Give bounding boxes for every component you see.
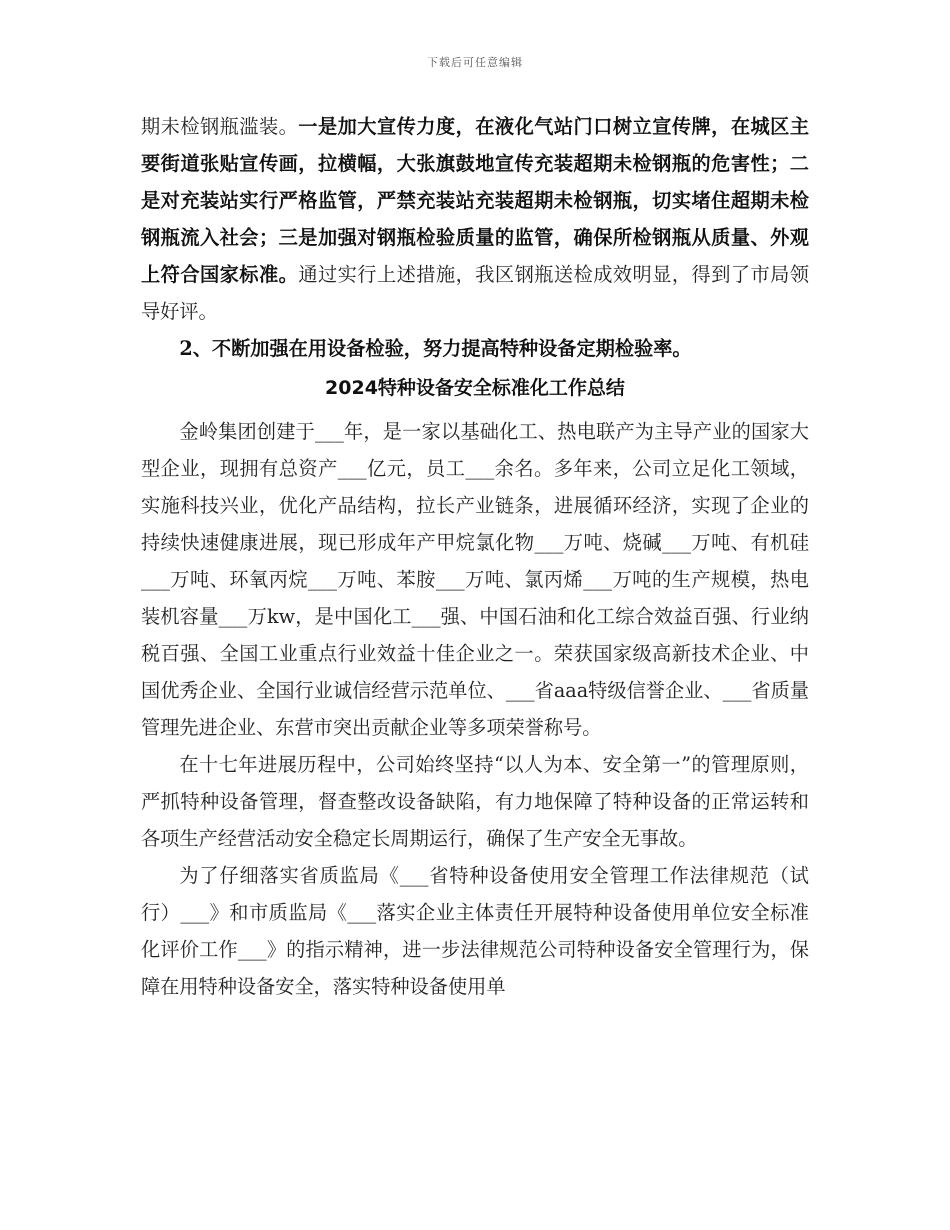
subheading-2: 2、不断加强在用设备检验，努力提高特种设备定期检验率。 bbox=[179, 337, 692, 360]
paragraph-history: 在十七年进展历程中，公司始终坚持“以人为本、安全第一”的管理原则，严抓特种设备管理，督查整改设备缺陷，有力地保障了特种设备的正常运转和各项生产经营活动安全稳定长周期运行，确保了生产安全无事故。 bbox=[141, 753, 809, 850]
header-note: 下载后可任意编辑 bbox=[427, 56, 523, 69]
section-title: 2024特种设备安全标准化工作总结 bbox=[325, 377, 625, 399]
intro-paragraph bbox=[141, 108, 809, 330]
paragraph-company-intro: 金岭集团创建于___年，是一家以基础化工、热电联产为主导产业的国家大型企业，现拥有总资产___亿元，员工___余名。多年来，公司立足化工领域，实施科技兴业，优化产品结构，拉长产业链条，进展循环经济，实现了企业的持续快速健康进展，现已形成年产甲烷氯化物___万吨、烧碱___万吨、有机硅___万吨、环氧丙烷___万吨、苯胺___万吨、氯丙烯___万吨的生产规模，热电装机容量___万kw，是中国化工___强、中国石油和化工综合效益百强、行业纳税百强、全国工业重点行业效益十佳企业之一。荣获国家级高新技术企业、中国优秀企业、全国行业诚信经营示范单位、___省aaa特级信誉企业、___省质量管理先进企业、东营市突出贡献企业等多项荣誉称号。 bbox=[141, 420, 809, 739]
intro-bold-end: 。 bbox=[278, 263, 299, 286]
intro-bold-measures: 一是加大宣传力度，在液化气站门口树立宣传牌，在城区主要街道张贴宣传画，拉横幅，大张旗鼓地宣传充装超期未检钢瓶的危害性；二是对充装站实行严格监管，严禁充装站充装超期未检钢瓶，切实堵住超期未检钢瓶流入社会；三是加强对钢瓶检验质量的监管，确保所检钢瓶从质量、外观上符合国家标准 bbox=[141, 115, 810, 286]
paragraph-implementation: 为了仔细落实省质监局《___省特种设备使用安全管理工作法律规范（试行）___》和市质监局《___落实企业主体责任开展特种设备使用单位安全标准化评价工作___》的指示精神，进一步法律规范公司特种设备安全管理行为，保障在用特种设备安全，落实特种设备使用单 bbox=[141, 864, 809, 998]
intro-tail: 通过实行上述措施，我区钢瓶送检成效明显，得到了市局领导好评。 bbox=[141, 263, 810, 323]
intro-lead: 期未检钢瓶滥装。 bbox=[141, 115, 299, 138]
document-body bbox=[141, 108, 809, 1005]
